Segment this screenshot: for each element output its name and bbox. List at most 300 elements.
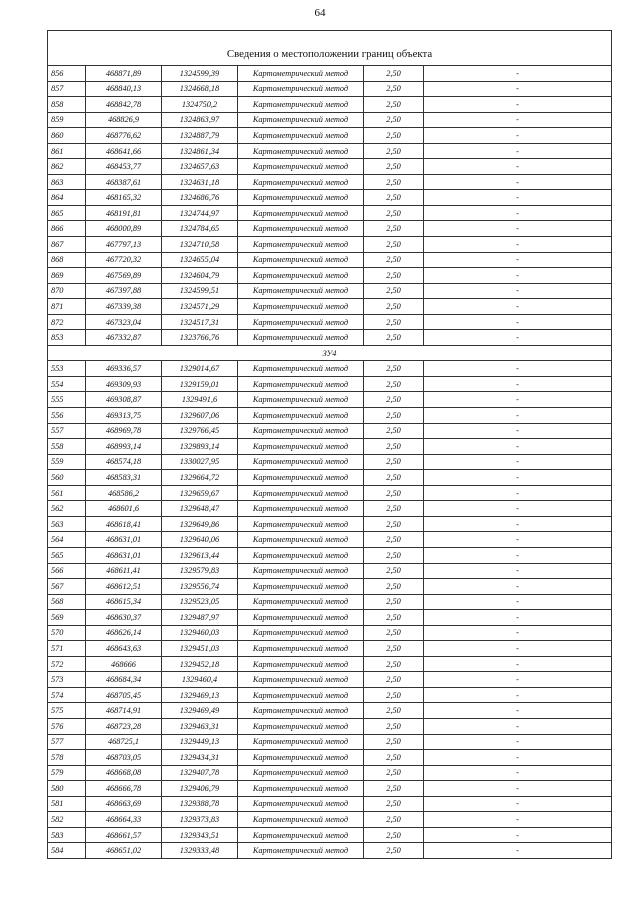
accuracy-cell: 2,50: [364, 159, 424, 175]
point-number-cell: 560: [48, 470, 86, 486]
note-cell: -: [424, 66, 612, 82]
coordinate-y-cell: 1329159,01: [162, 376, 238, 392]
note-cell: -: [424, 485, 612, 501]
coordinate-y-cell: 1329373,83: [162, 812, 238, 828]
method-cell: Картометрический метод: [238, 781, 364, 797]
coordinate-x-cell: 468993,14: [86, 439, 162, 455]
coordinate-x-cell: 468631,01: [86, 532, 162, 548]
accuracy-cell: 2,50: [364, 143, 424, 159]
method-cell: Картометрический метод: [238, 439, 364, 455]
method-cell: Картометрический метод: [238, 423, 364, 439]
method-cell: Картометрический метод: [238, 159, 364, 175]
note-cell: -: [424, 718, 612, 734]
coordinate-y-cell: 1329434,31: [162, 750, 238, 766]
coordinate-x-cell: 469309,93: [86, 376, 162, 392]
coordinate-y-cell: 1324750,2: [162, 97, 238, 113]
table-row: [48, 221, 612, 237]
point-number-cell: 871: [48, 299, 86, 315]
accuracy-cell: 2,50: [364, 765, 424, 781]
table-row: [48, 81, 612, 97]
coordinate-y-cell: 1324657,63: [162, 159, 238, 175]
note-cell: -: [424, 812, 612, 828]
coordinate-y-cell: 1329659,67: [162, 485, 238, 501]
table-row: [48, 594, 612, 610]
accuracy-cell: 2,50: [364, 641, 424, 657]
table-row: [48, 625, 612, 641]
coordinate-x-cell: 467720,32: [86, 252, 162, 268]
note-cell: -: [424, 81, 612, 97]
point-number-cell: 870: [48, 283, 86, 299]
point-number-cell: 869: [48, 268, 86, 284]
accuracy-cell: 2,50: [364, 470, 424, 486]
accuracy-cell: 2,50: [364, 734, 424, 750]
note-cell: -: [424, 750, 612, 766]
coordinate-x-cell: 468601,6: [86, 501, 162, 517]
note-cell: -: [424, 392, 612, 408]
table-row: [48, 174, 612, 190]
table-row: [48, 376, 612, 392]
coordinate-y-cell: 1329407,78: [162, 765, 238, 781]
coordinate-y-cell: 1329452,18: [162, 656, 238, 672]
coordinate-x-cell: 468651,02: [86, 843, 162, 859]
coordinate-y-cell: 1329469,49: [162, 703, 238, 719]
table-row: [48, 237, 612, 253]
table-row: [48, 501, 612, 517]
coordinate-y-cell: 1324655,04: [162, 252, 238, 268]
accuracy-cell: 2,50: [364, 796, 424, 812]
table-row: [48, 159, 612, 175]
table-row: [48, 563, 612, 579]
coordinate-y-cell: 1329579,83: [162, 563, 238, 579]
table-row: [48, 454, 612, 470]
accuracy-cell: 2,50: [364, 827, 424, 843]
coordinate-x-cell: 468453,77: [86, 159, 162, 175]
point-number-cell: 583: [48, 827, 86, 843]
coordinate-x-cell: 469336,57: [86, 361, 162, 377]
coordinate-y-cell: 1329014,67: [162, 361, 238, 377]
accuracy-cell: 2,50: [364, 81, 424, 97]
coordinate-x-cell: 467797,13: [86, 237, 162, 253]
coordinate-y-cell: 1323766,76: [162, 330, 238, 346]
method-cell: Картометрический метод: [238, 190, 364, 206]
table-row: [48, 781, 612, 797]
coordinate-y-cell: 1329893,14: [162, 439, 238, 455]
point-number-cell: 584: [48, 843, 86, 859]
method-cell: Картометрический метод: [238, 672, 364, 688]
note-cell: -: [424, 641, 612, 657]
point-number-cell: 559: [48, 454, 86, 470]
method-cell: Картометрический метод: [238, 625, 364, 641]
method-cell: Картометрический метод: [238, 470, 364, 486]
point-number-cell: 580: [48, 781, 86, 797]
point-number-cell: 575: [48, 703, 86, 719]
note-cell: -: [424, 376, 612, 392]
coordinate-y-cell: 1329766,45: [162, 423, 238, 439]
point-number-cell: 862: [48, 159, 86, 175]
point-number-cell: 555: [48, 392, 86, 408]
table-row: [48, 532, 612, 548]
note-cell: -: [424, 190, 612, 206]
coordinate-x-cell: 468191,81: [86, 205, 162, 221]
method-cell: Картометрический метод: [238, 314, 364, 330]
note-cell: -: [424, 687, 612, 703]
table-body: [48, 31, 612, 859]
method-cell: Картометрический метод: [238, 237, 364, 253]
accuracy-cell: 2,50: [364, 656, 424, 672]
method-cell: Картометрический метод: [238, 532, 364, 548]
accuracy-cell: 2,50: [364, 252, 424, 268]
accuracy-cell: 2,50: [364, 190, 424, 206]
table-row: [48, 361, 612, 377]
coordinate-x-cell: 468663,69: [86, 796, 162, 812]
coordinate-y-cell: 1329469,13: [162, 687, 238, 703]
accuracy-cell: 2,50: [364, 625, 424, 641]
note-cell: -: [424, 159, 612, 175]
note-cell: -: [424, 827, 612, 843]
accuracy-cell: 2,50: [364, 392, 424, 408]
table-row: [48, 656, 612, 672]
accuracy-cell: 2,50: [364, 112, 424, 128]
coordinate-y-cell: 1329640,06: [162, 532, 238, 548]
method-cell: Картометрический метод: [238, 610, 364, 626]
note-cell: -: [424, 361, 612, 377]
accuracy-cell: 2,50: [364, 703, 424, 719]
accuracy-cell: 2,50: [364, 843, 424, 859]
point-number-cell: 858: [48, 97, 86, 113]
coordinate-y-cell: 1329343,51: [162, 827, 238, 843]
coordinate-y-cell: 1324668,18: [162, 81, 238, 97]
method-cell: Картометрический метод: [238, 143, 364, 159]
table-row: [48, 128, 612, 144]
method-cell: Картометрический метод: [238, 516, 364, 532]
table-row: [48, 641, 612, 657]
accuracy-cell: 2,50: [364, 672, 424, 688]
method-cell: Картометрический метод: [238, 283, 364, 299]
accuracy-cell: 2,50: [364, 283, 424, 299]
accuracy-cell: 2,50: [364, 750, 424, 766]
table-row: [48, 687, 612, 703]
coordinate-x-cell: 467569,89: [86, 268, 162, 284]
coordinate-y-cell: 1324784,65: [162, 221, 238, 237]
method-cell: Картометрический метод: [238, 112, 364, 128]
method-cell: Картометрический метод: [238, 174, 364, 190]
accuracy-cell: 2,50: [364, 812, 424, 828]
point-number-cell: 577: [48, 734, 86, 750]
coordinate-y-cell: 1324744,97: [162, 205, 238, 221]
note-cell: -: [424, 501, 612, 517]
note-cell: -: [424, 734, 612, 750]
coordinate-x-cell: 469313,75: [86, 408, 162, 424]
table-row: [48, 190, 612, 206]
method-cell: Картометрический метод: [238, 579, 364, 595]
table-row: [48, 392, 612, 408]
coordinate-x-cell: 468661,57: [86, 827, 162, 843]
coordinate-y-cell: 1329388,78: [162, 796, 238, 812]
table-row: [48, 547, 612, 563]
accuracy-cell: 2,50: [364, 501, 424, 517]
coordinate-y-cell: 1329649,86: [162, 516, 238, 532]
accuracy-cell: 2,50: [364, 547, 424, 563]
coordinate-y-cell: 1324861,34: [162, 143, 238, 159]
coordinate-y-cell: 1329449,13: [162, 734, 238, 750]
table-row: [48, 408, 612, 424]
coordinate-x-cell: 467397,88: [86, 283, 162, 299]
table-row: [48, 423, 612, 439]
table-row: [48, 112, 612, 128]
accuracy-cell: 2,50: [364, 221, 424, 237]
note-cell: -: [424, 579, 612, 595]
note-cell: -: [424, 454, 612, 470]
method-cell: Картометрический метод: [238, 812, 364, 828]
coordinate-y-cell: 1329460,03: [162, 625, 238, 641]
method-cell: Картометрический метод: [238, 81, 364, 97]
point-number-cell: 573: [48, 672, 86, 688]
method-cell: Картометрический метод: [238, 750, 364, 766]
point-number-cell: 856: [48, 66, 86, 82]
note-cell: -: [424, 252, 612, 268]
point-number-cell: 567: [48, 579, 86, 595]
method-cell: Картометрический метод: [238, 843, 364, 859]
point-number-cell: 556: [48, 408, 86, 424]
method-cell: Картометрический метод: [238, 734, 364, 750]
method-cell: Картометрический метод: [238, 563, 364, 579]
coordinate-x-cell: 468630,37: [86, 610, 162, 626]
accuracy-cell: 2,50: [364, 330, 424, 346]
coordinate-x-cell: 468574,18: [86, 454, 162, 470]
method-cell: Картометрический метод: [238, 547, 364, 563]
note-cell: -: [424, 268, 612, 284]
table-row: [48, 765, 612, 781]
method-cell: Картометрический метод: [238, 128, 364, 144]
method-cell: Картометрический метод: [238, 221, 364, 237]
method-cell: Картометрический метод: [238, 392, 364, 408]
point-number-cell: 579: [48, 765, 86, 781]
point-number-cell: 570: [48, 625, 86, 641]
table-row: [48, 750, 612, 766]
coordinate-x-cell: 468725,1: [86, 734, 162, 750]
note-cell: -: [424, 594, 612, 610]
method-cell: Картометрический метод: [238, 718, 364, 734]
point-number-cell: 859: [48, 112, 86, 128]
table-row: [48, 268, 612, 284]
coordinate-x-cell: 468842,78: [86, 97, 162, 113]
table-row: [48, 734, 612, 750]
accuracy-cell: 2,50: [364, 516, 424, 532]
coordinate-y-cell: 1324599,39: [162, 66, 238, 82]
coordinate-x-cell: 468684,34: [86, 672, 162, 688]
note-cell: -: [424, 516, 612, 532]
method-cell: Картометрический метод: [238, 205, 364, 221]
coordinate-y-cell: 1329333,48: [162, 843, 238, 859]
accuracy-cell: 2,50: [364, 563, 424, 579]
table-row: [48, 283, 612, 299]
point-number-cell: 872: [48, 314, 86, 330]
note-cell: -: [424, 563, 612, 579]
coordinate-x-cell: 468611,41: [86, 563, 162, 579]
point-number-cell: 865: [48, 205, 86, 221]
table-title: Сведения о местоположении границ объекта: [48, 31, 612, 66]
point-number-cell: 554: [48, 376, 86, 392]
point-number-cell: 557: [48, 423, 86, 439]
boundary-coordinates-table: [47, 30, 612, 859]
accuracy-cell: 2,50: [364, 299, 424, 315]
coordinate-y-cell: 1329463,31: [162, 718, 238, 734]
table-row: [48, 205, 612, 221]
method-cell: Картометрический метод: [238, 485, 364, 501]
note-cell: -: [424, 205, 612, 221]
point-number-cell: 581: [48, 796, 86, 812]
coordinate-y-cell: 1329491,6: [162, 392, 238, 408]
table-row: [48, 470, 612, 486]
coordinate-y-cell: 1329487,97: [162, 610, 238, 626]
point-number-cell: 571: [48, 641, 86, 657]
table-row: [48, 252, 612, 268]
point-number-cell: 576: [48, 718, 86, 734]
coordinate-y-cell: 1324571,29: [162, 299, 238, 315]
point-number-cell: 562: [48, 501, 86, 517]
accuracy-cell: 2,50: [364, 454, 424, 470]
point-number-cell: 566: [48, 563, 86, 579]
table-row: [48, 66, 612, 82]
coordinate-x-cell: 468776,62: [86, 128, 162, 144]
coordinate-y-cell: 1329556,74: [162, 579, 238, 595]
note-cell: -: [424, 470, 612, 486]
coordinate-x-cell: 468666,78: [86, 781, 162, 797]
point-number-cell: 868: [48, 252, 86, 268]
accuracy-cell: 2,50: [364, 128, 424, 144]
note-cell: -: [424, 532, 612, 548]
method-cell: Картометрический метод: [238, 501, 364, 517]
coordinate-y-cell: 1329664,72: [162, 470, 238, 486]
accuracy-cell: 2,50: [364, 97, 424, 113]
point-number-cell: 867: [48, 237, 86, 253]
point-number-cell: 582: [48, 812, 86, 828]
coordinate-y-cell: 1329648,47: [162, 501, 238, 517]
coordinate-x-cell: 468626,14: [86, 625, 162, 641]
method-cell: Картометрический метод: [238, 408, 364, 424]
note-cell: -: [424, 143, 612, 159]
accuracy-cell: 2,50: [364, 439, 424, 455]
method-cell: Картометрический метод: [238, 66, 364, 82]
note-cell: -: [424, 112, 612, 128]
accuracy-cell: 2,50: [364, 66, 424, 82]
point-number-cell: 574: [48, 687, 86, 703]
coordinate-y-cell: 1324517,31: [162, 314, 238, 330]
note-cell: -: [424, 174, 612, 190]
method-cell: Картометрический метод: [238, 765, 364, 781]
note-cell: -: [424, 796, 612, 812]
note-cell: -: [424, 237, 612, 253]
point-number-cell: 561: [48, 485, 86, 501]
coordinate-x-cell: 468705,45: [86, 687, 162, 703]
note-cell: -: [424, 330, 612, 346]
coordinate-x-cell: 468714,91: [86, 703, 162, 719]
method-cell: Картометрический метод: [238, 641, 364, 657]
method-cell: Картометрический метод: [238, 361, 364, 377]
note-cell: -: [424, 439, 612, 455]
method-cell: Картометрический метод: [238, 656, 364, 672]
coordinate-x-cell: 468643,63: [86, 641, 162, 657]
note-cell: -: [424, 625, 612, 641]
point-number-cell: 553: [48, 361, 86, 377]
point-number-cell: 568: [48, 594, 86, 610]
point-number-cell: 860: [48, 128, 86, 144]
note-cell: -: [424, 423, 612, 439]
accuracy-cell: 2,50: [364, 314, 424, 330]
table-row: [48, 516, 612, 532]
coordinate-x-cell: 468723,28: [86, 718, 162, 734]
point-number-cell: 564: [48, 532, 86, 548]
method-cell: Картометрический метод: [238, 252, 364, 268]
method-cell: Картометрический метод: [238, 827, 364, 843]
table-row: [48, 439, 612, 455]
point-number-cell: 864: [48, 190, 86, 206]
accuracy-cell: 2,50: [364, 408, 424, 424]
coordinate-x-cell: 468165,32: [86, 190, 162, 206]
note-cell: -: [424, 765, 612, 781]
table-row: [48, 672, 612, 688]
method-cell: Картометрический метод: [238, 97, 364, 113]
coordinate-x-cell: 468641,66: [86, 143, 162, 159]
coordinate-x-cell: 468612,51: [86, 579, 162, 595]
point-number-cell: 558: [48, 439, 86, 455]
table-row: [48, 843, 612, 859]
accuracy-cell: 2,50: [364, 532, 424, 548]
accuracy-cell: 2,50: [364, 579, 424, 595]
point-number-cell: 861: [48, 143, 86, 159]
note-cell: -: [424, 299, 612, 315]
note-cell: -: [424, 547, 612, 563]
accuracy-cell: 2,50: [364, 361, 424, 377]
table-row: [48, 299, 612, 315]
group-label: ЗУ4: [48, 345, 612, 361]
coordinate-x-cell: 468840,13: [86, 81, 162, 97]
table-row: [48, 485, 612, 501]
coordinate-y-cell: 1324863,97: [162, 112, 238, 128]
table-row: [48, 97, 612, 113]
coordinate-y-cell: 1324887,79: [162, 128, 238, 144]
point-number-cell: 563: [48, 516, 86, 532]
table-row: [48, 812, 612, 828]
accuracy-cell: 2,50: [364, 594, 424, 610]
table-row: [48, 610, 612, 626]
point-number-cell: 565: [48, 547, 86, 563]
note-cell: -: [424, 703, 612, 719]
coordinate-y-cell: 1329523,05: [162, 594, 238, 610]
coordinate-x-cell: 468618,41: [86, 516, 162, 532]
coordinate-y-cell: 1324710,58: [162, 237, 238, 253]
table-row: [48, 827, 612, 843]
note-cell: -: [424, 97, 612, 113]
coordinate-x-cell: 468664,33: [86, 812, 162, 828]
coordinate-x-cell: 468826,9: [86, 112, 162, 128]
coordinate-x-cell: 468969,78: [86, 423, 162, 439]
point-number-cell: 853: [48, 330, 86, 346]
note-cell: -: [424, 283, 612, 299]
method-cell: Картометрический метод: [238, 454, 364, 470]
table-row: [48, 330, 612, 346]
method-cell: Картометрический метод: [238, 594, 364, 610]
accuracy-cell: 2,50: [364, 718, 424, 734]
point-number-cell: 857: [48, 81, 86, 97]
coordinate-y-cell: 1329406,79: [162, 781, 238, 797]
accuracy-cell: 2,50: [364, 205, 424, 221]
method-cell: Картометрический метод: [238, 687, 364, 703]
accuracy-cell: 2,50: [364, 610, 424, 626]
accuracy-cell: 2,50: [364, 423, 424, 439]
coordinate-x-cell: 467332,87: [86, 330, 162, 346]
table-row: [48, 314, 612, 330]
